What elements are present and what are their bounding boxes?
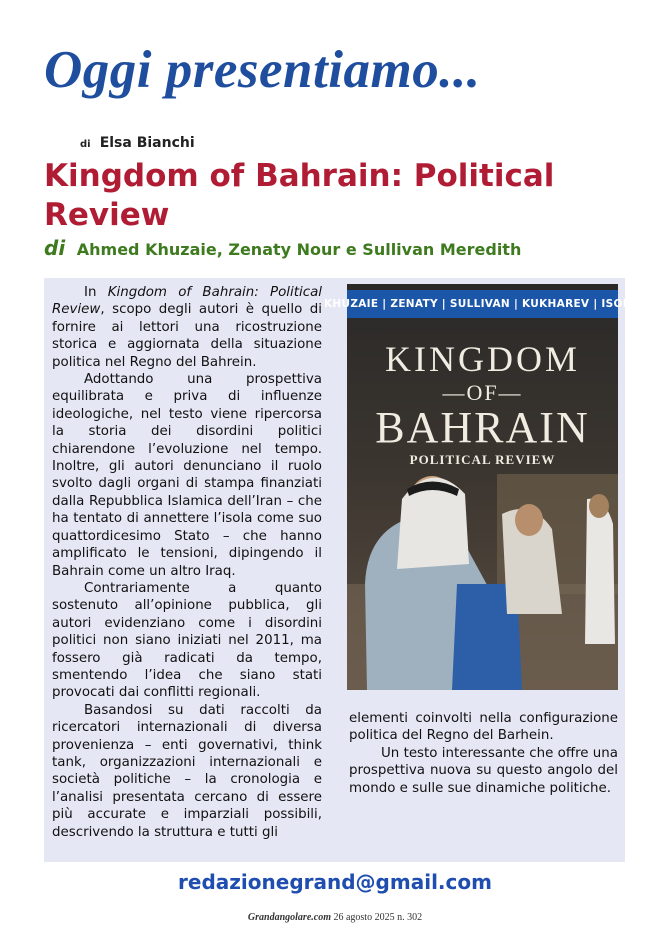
masthead-title: Oggi presentiamo... xyxy=(44,41,481,99)
paragraph-4-end: elementi coinvolti nella configurazione politica del Regno del Barhein. xyxy=(349,711,618,744)
paragraph-4-start: Basandosi su dati raccolti da ricercatori internazionali di diversa provenienza – enti governativi, think tank, organizzazioni internazionali e società politiche – la cronologia e l’analisi presentata cercano di essere più accurate e imparziali possibili, descrivendo la struttura e tutti gli xyxy=(52,702,322,840)
cover-title-line1: KINGDOM xyxy=(385,339,580,379)
cover-title-line3: BAHRAIN xyxy=(375,403,590,452)
paragraph-3: Contrariamente a quanto sostenuto all’opinione pubblica, gli autori evidenziano come i disordini politici non siano iniziati nel 2011, ma fossero già radicati da tempo, smentendo l’idea che siano stati provocati dai conflitti regionali. xyxy=(52,580,322,701)
cover-title-line2: —OF— xyxy=(442,380,523,405)
paragraph-5: Un testo interessante che offre una prospettiva nuova su questo angolo del mondo e sulle sue dinamiche politiche. xyxy=(349,745,618,796)
cover-authors-band: KHUZAIE | ZENATY | SULLIVAN | KUKHAREV | ISONO xyxy=(347,290,618,318)
article-right-column xyxy=(349,710,618,797)
p1-intro: In xyxy=(84,285,108,300)
paragraph-1 xyxy=(52,284,322,371)
book-authors xyxy=(44,236,521,260)
p1-book-title: Kingdom of Bahrain: Political Review xyxy=(52,285,322,318)
p1-rest: , scopo degli autori è quello di fornire ai lettori una ricostruzione storica e aggiornata della situazione politica nel Regno del Bahrein. xyxy=(52,302,322,370)
footer-site: Grandangolare.com xyxy=(247,912,331,923)
article-left-column xyxy=(52,284,322,841)
footer-date: 26 agosto 2025 xyxy=(333,912,395,923)
book-cover-image xyxy=(323,284,642,690)
page-footer xyxy=(0,912,670,923)
byline-prefix: di xyxy=(80,139,91,150)
byline-author: Elsa Bianchi xyxy=(99,135,195,151)
authors-names: Ahmed Khuzaie, Zenaty Nour e Sullivan Meredith xyxy=(76,240,522,259)
paragraph-2: Adottando una prospettiva equilibrata e priva di influenze ideologiche, nel testo viene ripercorsa la storia dei disordini politici chiarendone l’evoluzione nel tempo. Inoltre, gli autori denunciano il ruolo svolto dagli organi di stampa finanziati dalla Repubblica Islamica dell’Iran – che ha tentato di annettere l’isola come suo quattordicesimo Stato – che hanno amplificato le tensioni, dipingendo il Bahrain come un altro Iraq. xyxy=(52,372,322,579)
article-title: Kingdom of Bahrain: Political Review xyxy=(44,158,555,233)
footer-issue: n. 302 xyxy=(397,912,423,923)
authors-prefix: di xyxy=(44,236,66,260)
contact-email-link[interactable]: redazionegrand@gmail.com xyxy=(178,870,492,894)
cover-subtitle: POLITICAL REVIEW xyxy=(409,452,556,467)
byline xyxy=(80,132,195,151)
